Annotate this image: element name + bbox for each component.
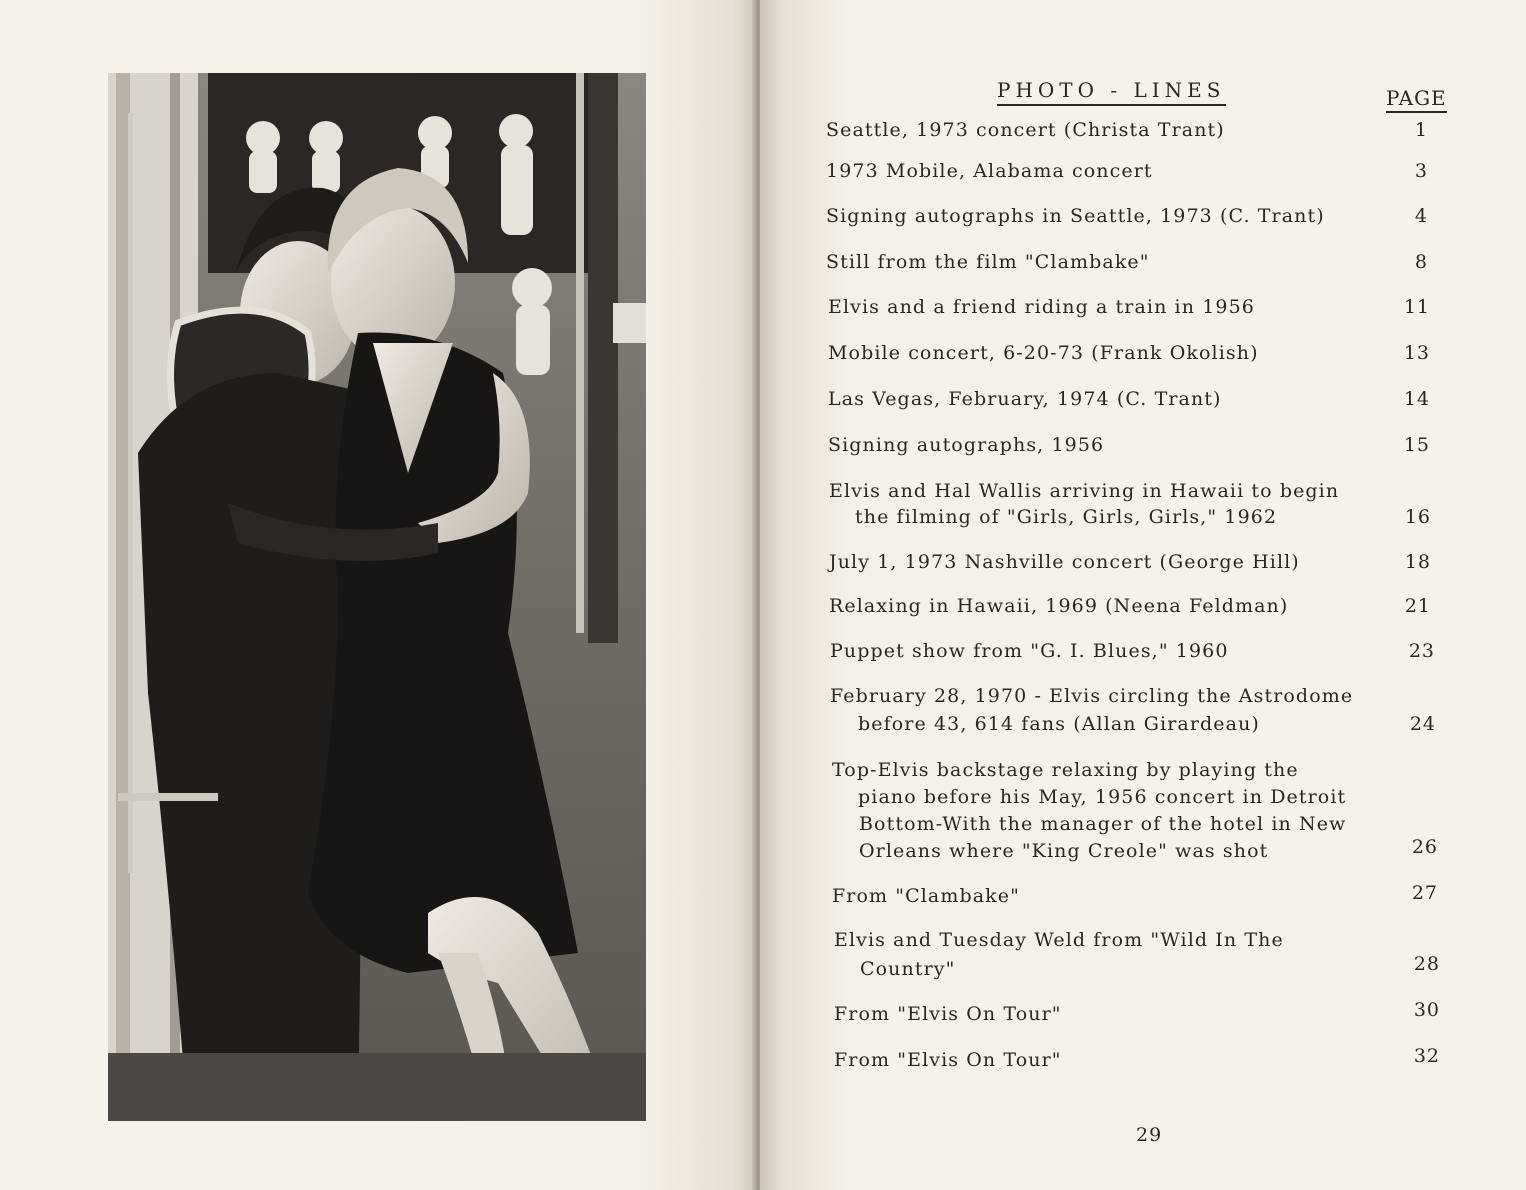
entry-page: 11 — [1403, 296, 1430, 318]
entry-page: 23 — [1408, 640, 1435, 662]
entry-text: Puppet show from "G. I. Blues," 1960 — [830, 640, 1229, 662]
entry-text: Orleans where "King Creole" was shot — [859, 840, 1269, 862]
entry-text: Signing autographs in Seattle, 1973 (C. Trant) — [826, 205, 1325, 227]
entry-text: Still from the film "Clambake" — [826, 251, 1150, 273]
entry-text: February 28, 1970 - Elvis circling the Astrodome — [830, 685, 1354, 707]
entry-text: Bottom-With the manager of the hotel in New — [859, 813, 1347, 835]
entry-page: 14 — [1403, 388, 1430, 410]
entry-page: 21 — [1404, 595, 1431, 617]
entry-text: Elvis and Tuesday Weld from "Wild In The — [834, 929, 1284, 951]
entry-text: Mobile concert, 6-20-73 (Frank Okolish) — [828, 342, 1259, 364]
entry-page: 8 — [1414, 251, 1428, 273]
entry-text: the filming of "Girls, Girls, Girls," 1962 — [855, 506, 1278, 528]
entry-text: Signing autographs, 1956 — [828, 434, 1105, 456]
entry-text: Elvis and Hal Wallis arriving in Hawaii to begin — [829, 480, 1340, 502]
entry-text: Top-Elvis backstage relaxing by playing the — [832, 759, 1299, 781]
entry-text: From "Clambake" — [832, 885, 1020, 907]
entry-text: From "Elvis On Tour" — [834, 1049, 1062, 1071]
page-number: 29 — [1136, 1124, 1163, 1146]
entry-text: Country" — [860, 958, 956, 980]
entry-text: Relaxing in Hawaii, 1969 (Neena Feldman) — [829, 595, 1289, 617]
entry-text: before 43, 614 fans (Allan Girardeau) — [858, 713, 1260, 735]
entry-page: 30 — [1413, 999, 1440, 1021]
left-page — [0, 0, 756, 1190]
entry-page: 26 — [1411, 836, 1438, 858]
photograph — [108, 73, 646, 1121]
entry-page: 18 — [1404, 551, 1431, 573]
entry-page: 27 — [1411, 882, 1438, 904]
entry-page: 15 — [1403, 434, 1430, 456]
entry-page: 3 — [1414, 160, 1428, 182]
entry-text: Elvis and a friend riding a train in 1956 — [828, 296, 1255, 318]
entry-text: July 1, 1973 Nashville concert (George Hill) — [829, 551, 1300, 573]
photo-illustration — [108, 73, 646, 1121]
entry-text: From "Elvis On Tour" — [834, 1003, 1062, 1025]
entry-page: 1 — [1414, 119, 1428, 141]
page-column-heading: PAGE — [1386, 86, 1447, 113]
entry-page: 16 — [1404, 506, 1431, 528]
page-heading: PHOTO - LINES — [997, 78, 1226, 106]
entry-text: piano before his May, 1956 concert in Detroit — [858, 786, 1347, 808]
entry-text: 1973 Mobile, Alabama concert — [826, 160, 1153, 182]
entry-page: 32 — [1413, 1045, 1440, 1067]
entry-page: 24 — [1409, 713, 1436, 735]
entry-page: 13 — [1403, 342, 1430, 364]
entry-page: 28 — [1413, 953, 1440, 975]
entry-text: Seattle, 1973 concert (Christa Trant) — [826, 119, 1225, 141]
entry-page: 4 — [1414, 205, 1428, 227]
entry-text: Las Vegas, February, 1974 (C. Trant) — [828, 388, 1222, 410]
